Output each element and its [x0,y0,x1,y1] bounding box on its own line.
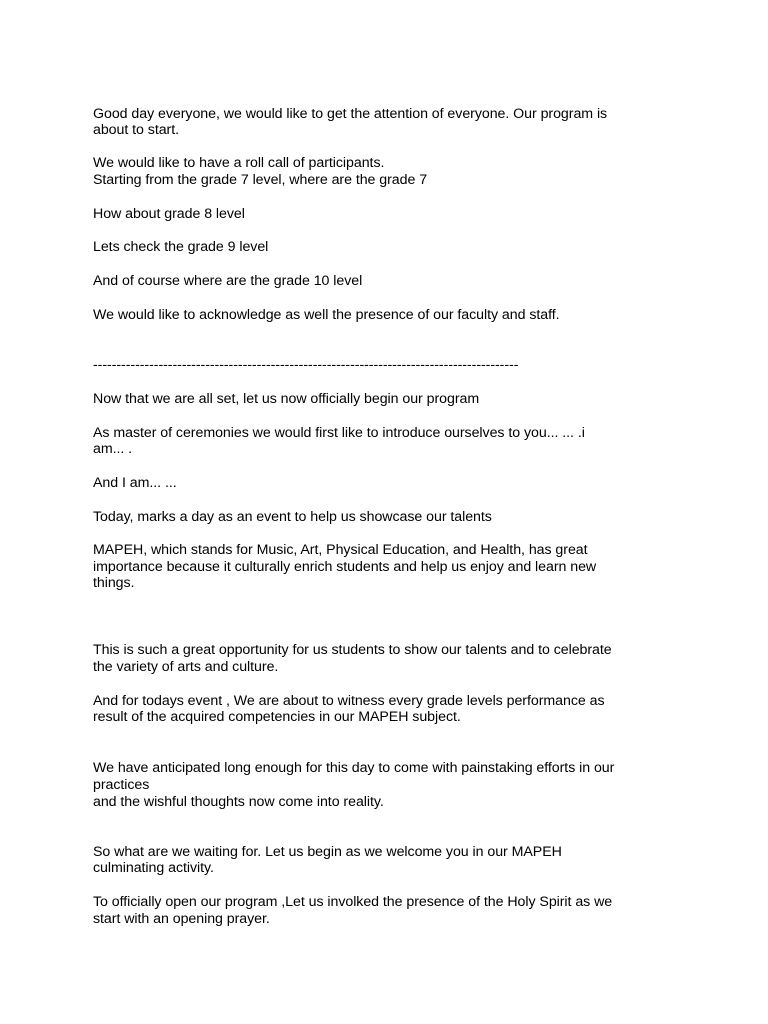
text-line: And of course where are the grade 10 level [93,273,363,289]
text-line: We have anticipated long enough for this day to come with painstaking efforts in our [93,760,615,776]
text-line: And I am... ... [93,475,177,491]
text-line: We would like to acknowledge as well the presence of our faculty and staff. [93,307,560,323]
text-line: How about grade 8 level [93,206,245,222]
text-line: Starting from the grade 7 level, where are the grade 7 [93,172,428,188]
text-line: Now that we are all set, let us now officially begin our program [93,391,480,407]
text-line: Good day everyone, we would like to get the attention of everyone. Our program is [93,106,608,122]
text-line: Today, marks a day as an event to help us showcase our talents [93,509,492,525]
text-line: things. [93,575,135,591]
text-line: To officially open our program ,Let us involked the presence of the Holy Spirit as we [93,894,613,910]
text-line: am... . [93,441,133,457]
text-line: start with an opening prayer. [93,911,270,927]
text-line: And for todays event , We are about to witness every grade levels performance as [93,693,605,709]
text-line: As master of ceremonies we would first like to introduce ourselves to you... ... .i [93,425,585,441]
text-line: importance because it culturally enrich students and help us enjoy and learn new [93,559,597,575]
separator-line: ------------------------------------------------------------------------------------------- [93,357,519,373]
text-line: the variety of arts and culture. [93,659,279,675]
text-line: culminating activity. [93,860,214,876]
text-line: So what are we waiting for. Let us begin as we welcome you in our MAPEH [93,844,562,860]
text-line: practices [93,777,150,793]
text-line: MAPEH, which stands for Music, Art, Physical Education, and Health, has great [93,542,588,558]
text-line: Lets check the grade 9 level [93,239,269,255]
text-line: result of the acquired competencies in our MAPEH subject. [93,709,461,725]
text-line: This is such a great opportunity for us students to show our talents and to celebrate [93,642,612,658]
text-line: and the wishful thoughts now come into reality. [93,794,384,810]
document-page [93,0,683,1024]
text-line: We would like to have a roll call of participants. [93,155,385,171]
text-line: about to start. [93,122,180,138]
